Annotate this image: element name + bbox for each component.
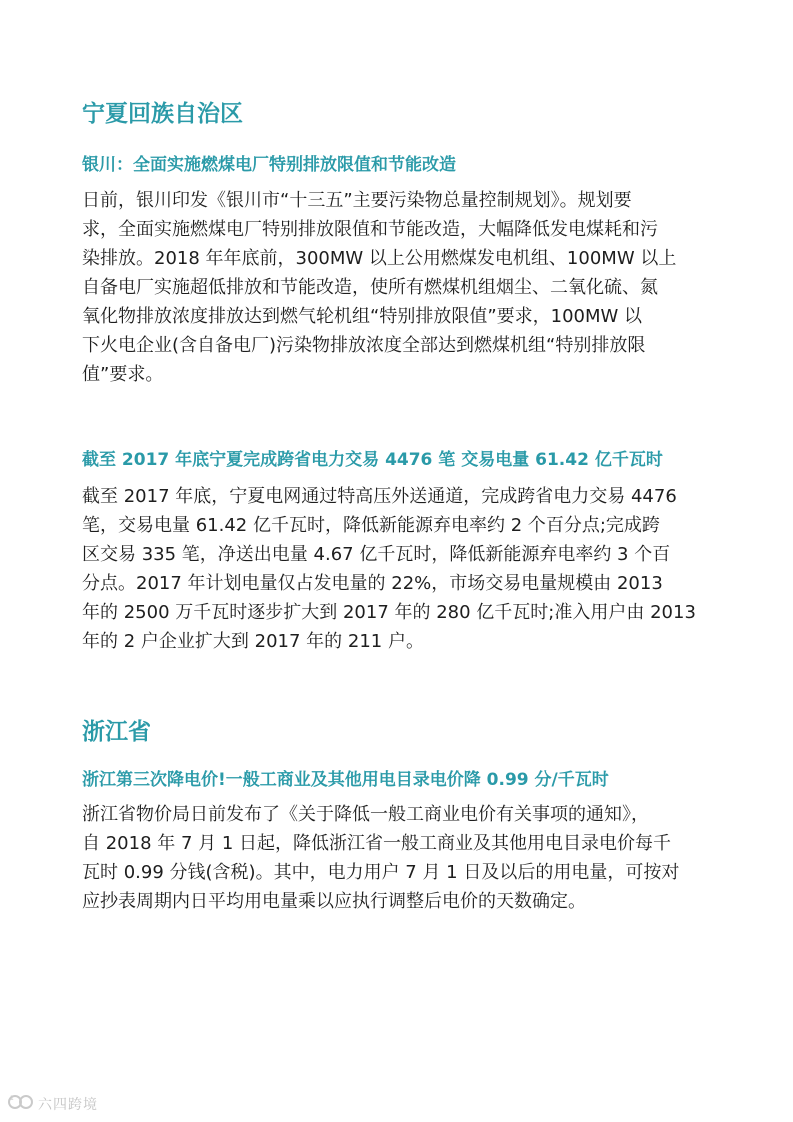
body-line: 年的 2500 万千瓦时逐步扩大到 2017 年的 280 亿千瓦时;准入用户由 2013	[82, 602, 696, 623]
body-line: 浙江省物价局日前发布了《关于降低一般工商业电价有关事项的通知》，	[82, 804, 649, 825]
article-body-zhejiang-price	[82, 800, 762, 916]
logo-icon	[8, 1092, 34, 1116]
body-line: 年的 2 户企业扩大到 2017 年的 211 户。	[82, 631, 424, 652]
body-line: 求，全面实施燃煤电厂特别排放限值和节能改造，大幅降低发电煤耗和污	[82, 219, 658, 240]
body-line: 自备电厂实施超低排放和节能改造，使所有燃煤机组烟尘、二氧化硫、氮	[82, 277, 658, 298]
article-body-ningxia-trade	[82, 482, 762, 656]
article-heading-ningxia-trade: 截至 2017 年底宁夏完成跨省电力交易 4476 笔 交易电量 61.42 亿千瓦时	[82, 450, 663, 470]
watermark-text: 六四跨境	[38, 1097, 98, 1113]
article-body-yinchuan	[82, 186, 762, 389]
region-heading-ningxia: 宁夏回族自治区	[82, 101, 243, 127]
svg-text:1: 1	[10, 1095, 14, 1102]
watermark	[8, 1092, 98, 1116]
body-line: 值”要求。	[82, 364, 164, 385]
body-line: 区交易 335 笔，净送出电量 4.67 亿千瓦时，降低新能源弃电率约 3 个百	[82, 544, 671, 565]
body-line: 瓦时 0.99 分钱(含税)。其中，电力用户 7 月 1 日及以后的用电量，可按对	[82, 862, 680, 883]
body-line: 下火电企业(含自备电厂)污染物排放浓度全部达到燃煤机组“特别排放限	[82, 335, 646, 356]
article-heading-zhejiang-price: 浙江第三次降电价!一般工商业及其他用电目录电价降 0.99 分/千瓦时	[82, 770, 609, 790]
body-line: 笔，交易电量 61.42 亿千瓦时，降低新能源弃电率约 2 个百分点;完成跨	[82, 515, 660, 536]
body-line: 日前，银川印发《银川市“十三五”主要污染物总量控制规划》。规划要	[82, 190, 632, 211]
body-line: 染排放。2018 年年底前，300MW 以上公用燃煤发电机组、100MW 以上	[82, 248, 677, 269]
body-line: 氧化物排放浓度排放达到燃气轮机组“特别排放限值”要求，100MW 以	[82, 306, 643, 327]
region-heading-zhejiang: 浙江省	[82, 719, 151, 745]
article-heading-yinchuan: 银川：全面实施燃煤电厂特别排放限值和节能改造	[82, 155, 456, 175]
body-line: 应抄表周期内日平均用电量乘以应执行调整后电价的天数确定。	[82, 891, 586, 912]
body-line: 分点。2017 年计划电量仅占发电量的 22%，市场交易电量规模由 2013	[82, 573, 663, 594]
body-line: 自 2018 年 7 月 1 日起，降低浙江省一般工商业及其他用电目录电价每千	[82, 833, 672, 854]
body-line: 截至 2017 年底，宁夏电网通过特高压外送通道，完成跨省电力交易 4476	[82, 486, 677, 507]
